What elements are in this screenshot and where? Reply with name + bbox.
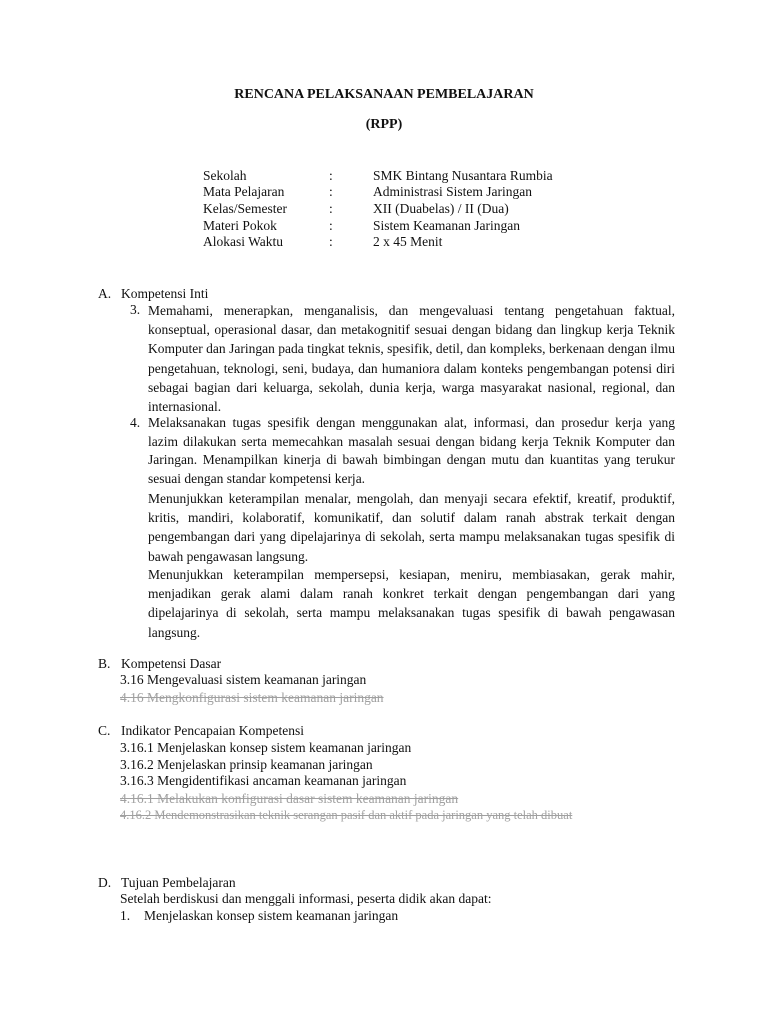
kd-4-16-struck: 4.16 Mengkonfigurasi sistem keamanan jaringan <box>120 690 384 705</box>
section-b-letter: B. <box>98 656 111 671</box>
ki-4-paragraph-2: Menunjukkan keterampilan menalar, mengolah, dan menyaji secara efektif, kreatif, produktif, kritis, mandiri, kolaboratif, komunikatif, dan solutif dalam ranah abstrak terkait dengan pengembangan dari yang dipelajarinya di sekolah, serta mampu melaksanakan tugas spesifik di bawah pengawasan langsung. <box>148 491 675 564</box>
info-colon: : <box>329 184 333 199</box>
info-label: Sekolah <box>203 168 247 183</box>
ki-3-text: Memahami, menerapkan, menganalisis, dan mengevaluasi tentang pengetahuan faktual, konseptual, operasional dasar, dan metakognitif sesuai dengan bidang dan lingkup kerja Teknik Komputer dan Jaringan pada tingkat teknis, spesifik, detil, dan kompleks, berkenaan dengan ilmu pengetahuan, teknologi, seni, budaya, dan humaniora dalam konteks pengembangan potensi diri sebagai bagian dari keluarga, sekolah, dunia kerja, warga masyarakat nasional, regional, dan internasional. <box>148 303 675 415</box>
document-subtitle: (RPP) <box>365 117 403 132</box>
ki-4-number: 4. <box>130 415 141 430</box>
info-value: Administrasi Sistem Jaringan <box>373 184 532 199</box>
ki-4-text: Melaksanakan tugas spesifik dengan menggunakan alat, informasi, dan prosedur kerja yang lazim dilakukan serta memecahkan masalah sesuai dengan bidang kerja Teknik Komputer dan Jaringan. Menampilkan kinerja di bawah bimbingan dengan mutu dan kuantitas yang terukur sesuai dengan standar kompetensi kerja. <box>148 415 675 486</box>
document-title: RENCANA PELAKSANAAN PEMBELAJARAN <box>234 87 534 102</box>
info-value: Sistem Keamanan Jaringan <box>373 218 520 233</box>
section-d-heading: Tujuan Pembelajaran <box>121 875 236 890</box>
section-c-letter: C. <box>98 723 111 738</box>
indicator-4-16-2-struck: 4.16.2 Mendemonstrasikan teknik serangan pasif dan aktif pada jaringan yang telah dibuat <box>120 808 573 822</box>
section-a-letter: A. <box>98 286 112 301</box>
info-value: 2 x 45 Menit <box>373 234 443 249</box>
section-a-heading: Kompetensi Inti <box>121 286 209 301</box>
info-value: XII (Duabelas) / II (Dua) <box>373 201 509 216</box>
section-b-heading: Kompetensi Dasar <box>121 656 222 671</box>
section-d-letter: D. <box>98 875 112 890</box>
info-colon: : <box>329 168 333 183</box>
info-label: Mata Pelajaran <box>203 184 285 199</box>
info-label: Alokasi Waktu <box>203 234 284 249</box>
info-value: SMK Bintang Nusantara Rumbia <box>373 168 553 183</box>
info-colon: : <box>329 234 333 249</box>
tujuan-intro: Setelah berdiskusi dan menggali informasi, peserta didik akan dapat: <box>120 891 492 906</box>
info-colon: : <box>329 218 333 233</box>
kd-3-16: 3.16 Mengevaluasi sistem keamanan jaringan <box>120 672 367 687</box>
goal-1-text: Menjelaskan konsep sistem keamanan jaringan <box>144 908 399 923</box>
indicator-3-16-2: 3.16.2 Menjelaskan prinsip keamanan jaringan <box>120 757 373 772</box>
info-label: Materi Pokok <box>203 218 277 233</box>
indicator-3-16-1: 3.16.1 Menjelaskan konsep sistem keamanan jaringan <box>120 740 412 755</box>
indicator-3-16-3: 3.16.3 Mengidentifikasi ancaman keamanan jaringan <box>120 773 407 788</box>
section-c-heading: Indikator Pencapaian Kompetensi <box>121 723 304 738</box>
indicator-4-16-1-struck: 4.16.1 Melakukan konfigurasi dasar sistem keamanan jaringan <box>120 791 459 806</box>
ki-3-number: 3. <box>130 302 141 317</box>
ki-4-paragraph-3: Menunjukkan keterampilan mempersepsi, kesiapan, meniru, membiasakan, gerak mahir, menjadikan gerak alami dalam ranah konkret terkait dengan pengembangan dari yang dipelajarinya di sekolah, serta mampu melaksanakan tugas spesifik di bawah pengawasan langsung. <box>148 567 675 640</box>
goal-1-number: 1. <box>120 908 131 923</box>
info-label: Kelas/Semester <box>203 201 287 216</box>
info-colon: : <box>329 201 333 216</box>
